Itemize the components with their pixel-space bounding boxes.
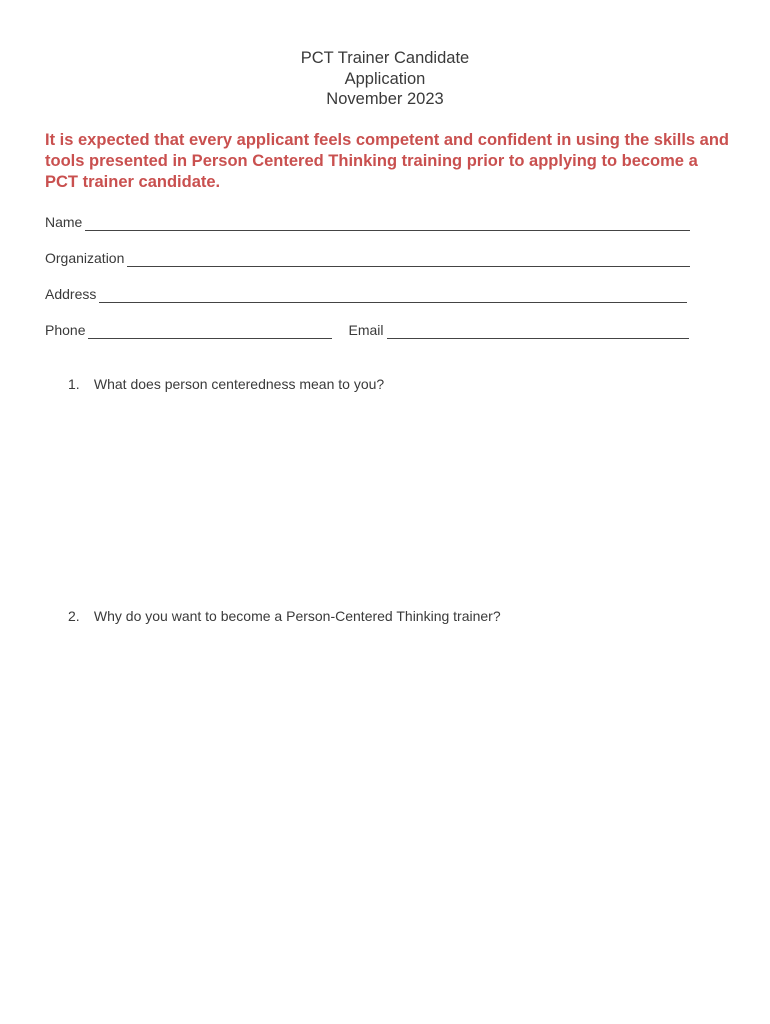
organization-label: Organization <box>45 250 125 266</box>
question-2-number: 2. <box>68 608 80 624</box>
organization-field[interactable] <box>127 251 690 267</box>
question-1-number: 1. <box>68 376 80 392</box>
document-title <box>0 48 770 110</box>
question-2-text: Why do you want to become a Person-Centered Thinking trainer? <box>93 608 501 624</box>
name-field-row <box>45 213 690 231</box>
question-2 <box>68 607 501 625</box>
address-label: Address <box>45 286 97 302</box>
email-label: Email <box>348 322 384 338</box>
email-field[interactable] <box>387 323 689 339</box>
address-field[interactable] <box>99 287 687 303</box>
name-field[interactable] <box>85 215 690 231</box>
phone-field[interactable] <box>88 323 332 339</box>
question-1-text: What does person centeredness mean to you? <box>93 376 385 392</box>
organization-field-row <box>45 249 690 267</box>
title-line-1: PCT Trainer Candidate <box>300 49 470 67</box>
address-field-row <box>45 285 687 303</box>
phone-email-field-row <box>45 321 689 339</box>
eligibility-notice: It is expected that every applicant feels competent and confident in using the skills and tools presented in Person Centered Thinking training prior to applying to become a PCT trainer candidate. <box>45 131 729 191</box>
title-line-2: Application <box>344 69 426 88</box>
name-label: Name <box>45 214 83 230</box>
title-line-3: November 2023 <box>326 90 444 108</box>
question-1 <box>68 375 384 393</box>
phone-label: Phone <box>45 322 86 338</box>
